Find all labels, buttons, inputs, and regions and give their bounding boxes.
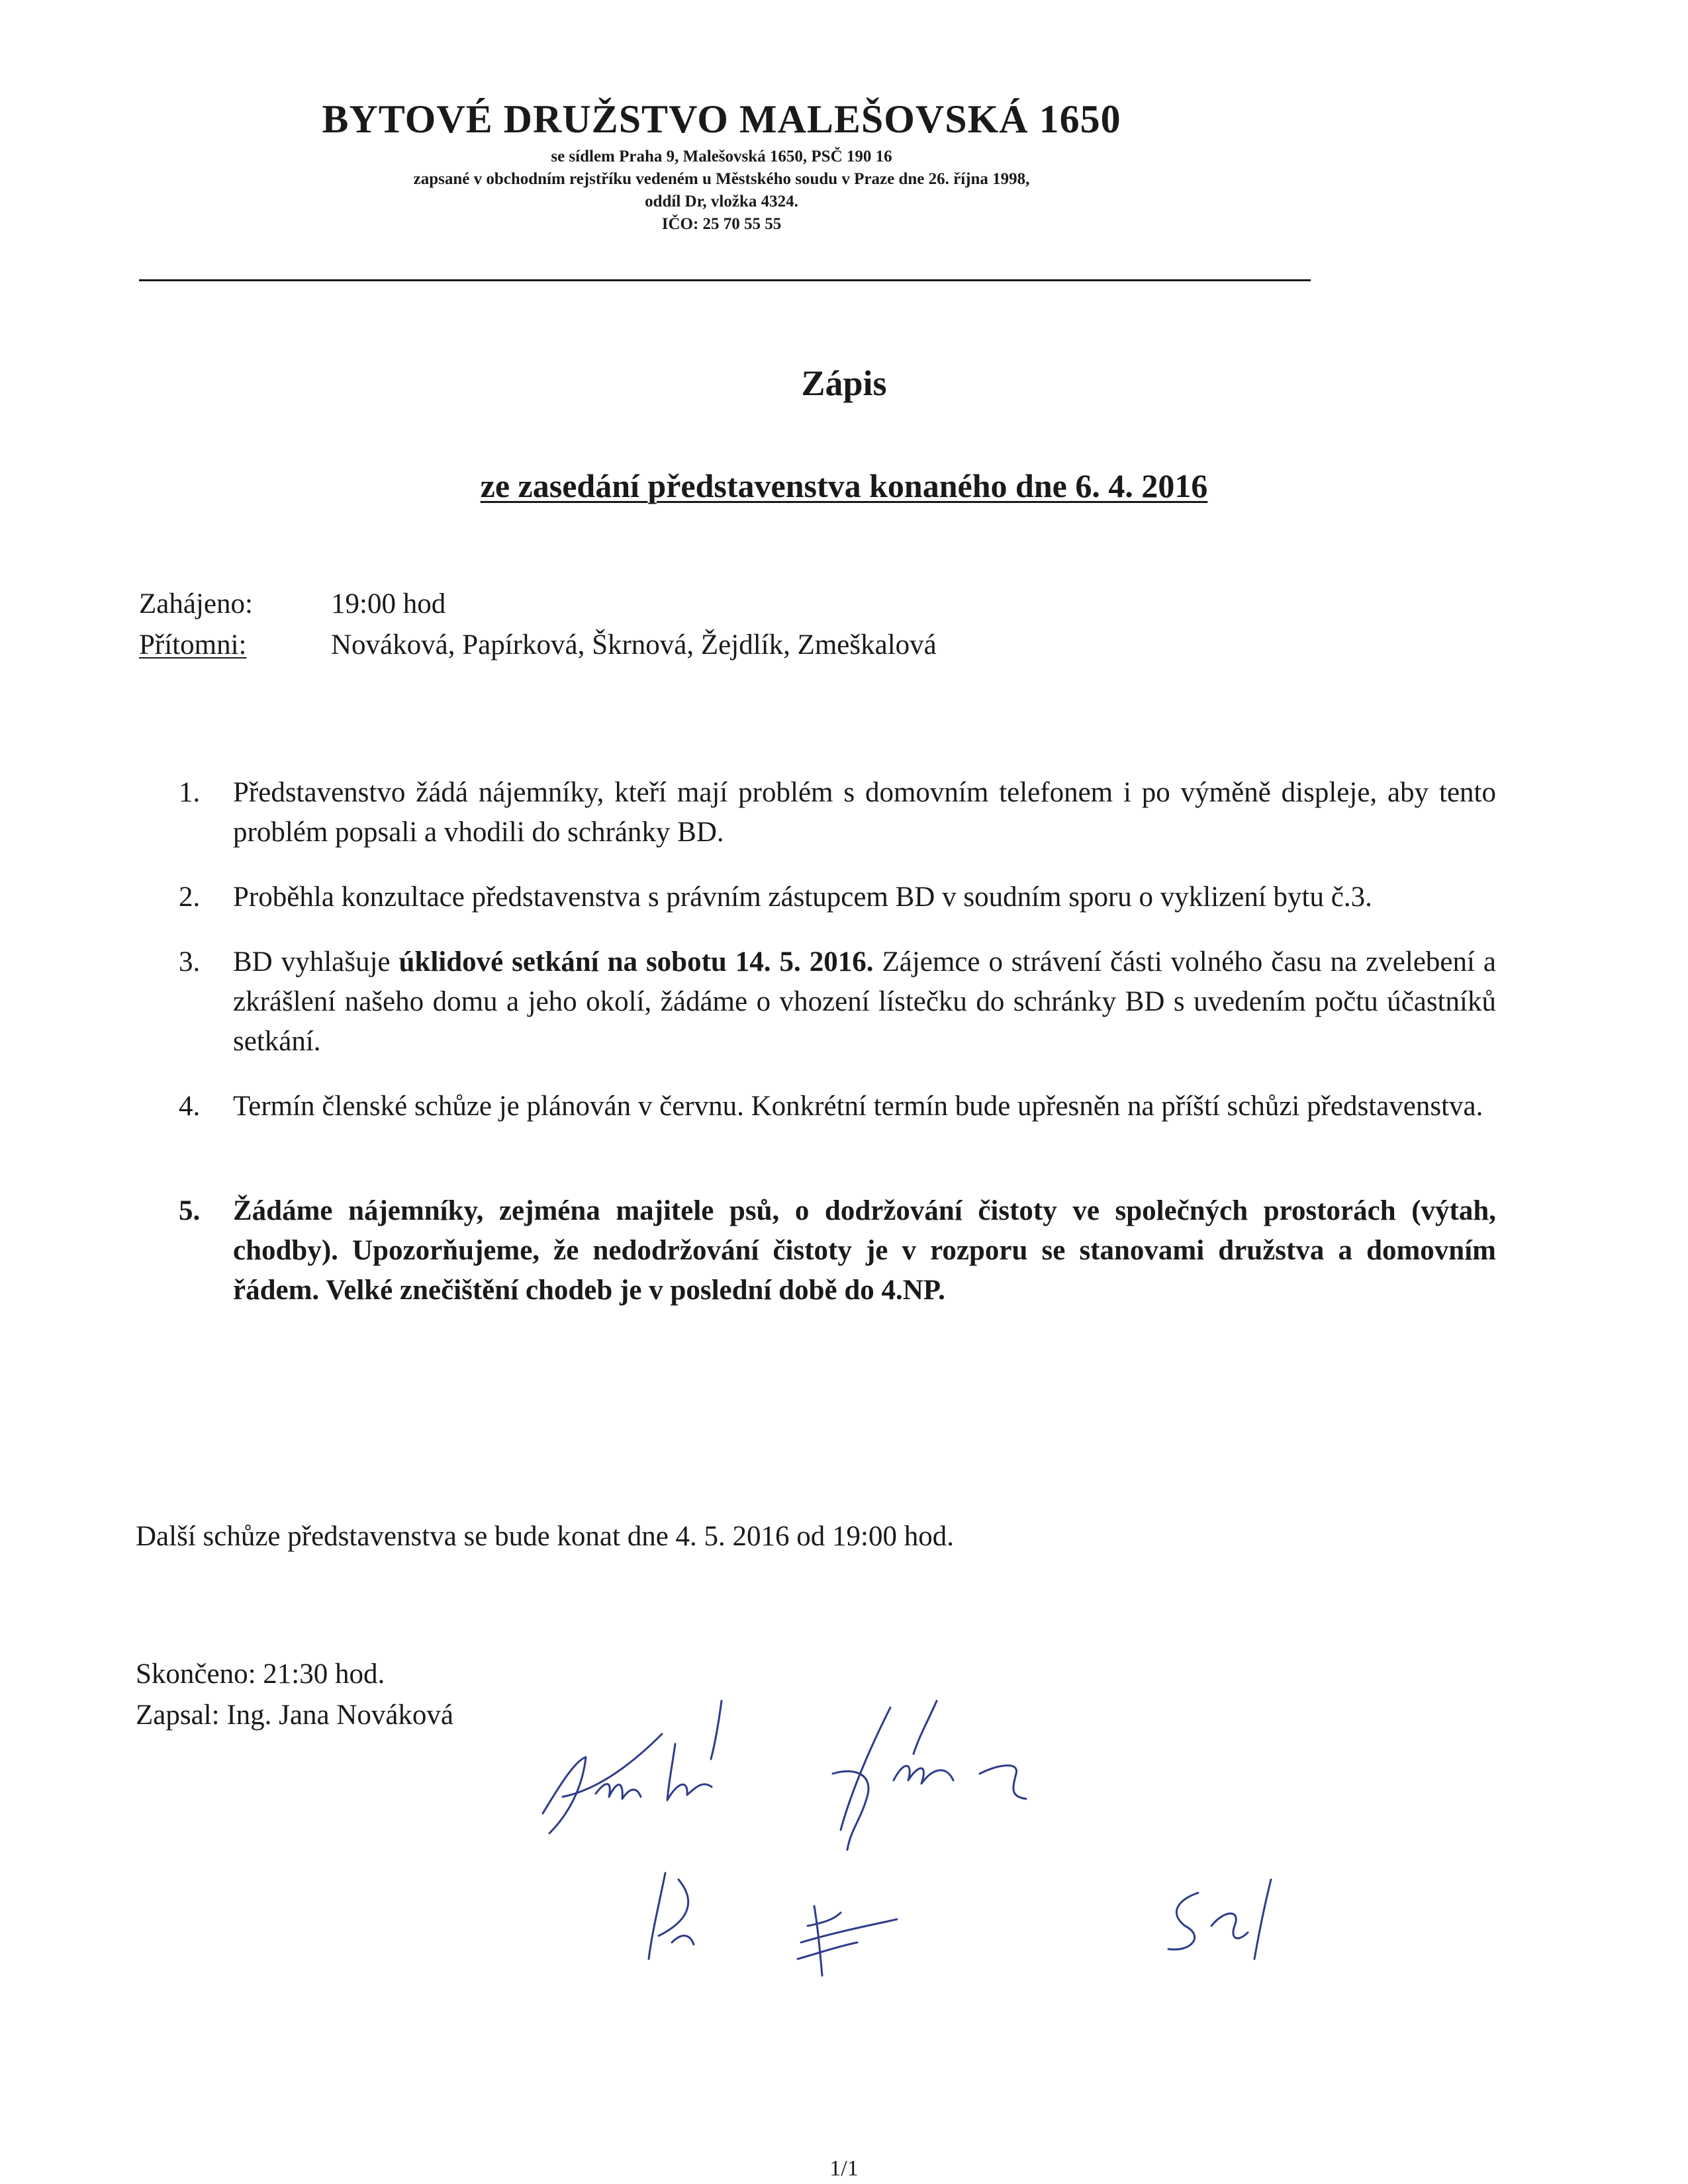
signatures-image — [523, 1681, 1383, 2012]
item-text: Představenstvo žádá nájemníky, kteří mají problém s domovním telefonem i po výměně displeje, aby tento problém popsali a vhodili do schránky BD. — [233, 777, 1496, 848]
signature-stroke — [543, 1734, 662, 1833]
present-value: Nováková, Papírková, Škrnová, Žejdlík, Zmeškalová — [331, 629, 937, 660]
document-title: Zápis — [801, 363, 887, 403]
next-meeting-note: Další schůze představenstva se bude konat dne 4. 5. 2016 od 19:00 hod. — [136, 1521, 954, 1552]
item-number: 5. — [179, 1195, 201, 1226]
item-text: Termín členské schůze je plánován v červnu. Konkrétní termín bude upřesněn na příští schůzi představenstva. — [233, 1091, 1483, 1122]
signature-stroke — [649, 1873, 694, 1959]
organization-registry: zapsané v obchodním rejstříku vedeném u Městského soudu v Praze dne 26. října 1998, — [413, 170, 1030, 188]
item-number: 2. — [179, 882, 201, 913]
document-subtitle-text: ze zasedání představenstva konaného dne 6. 4. 2016 — [480, 467, 1208, 504]
started-label: Zahájeno: — [139, 588, 253, 619]
list-item — [179, 942, 1496, 1062]
signature-stroke — [894, 1701, 953, 1784]
signature-stroke — [980, 1766, 1026, 1799]
item-number: 4. — [179, 1091, 201, 1122]
page-number: 1/1 — [829, 2156, 859, 2181]
info-started-row — [139, 585, 445, 623]
letterhead — [132, 93, 1311, 236]
list-item — [179, 1191, 1496, 1310]
signature-stroke — [596, 1784, 641, 1799]
item-text: Žádáme nájemníky, zejména majitele psů, o dodržování čistoty ve společných prostorách (výtah, chodby). Upozorňujeme, že nedodržování čistoty je v rozporu se stanovami družstva a domovním řádem. Velké znečištění chodeb je v poslední době do 4.NP. — [233, 1195, 1496, 1306]
list-item — [179, 1087, 1496, 1126]
signature-stroke — [833, 1707, 890, 1850]
signature-stroke — [1168, 1880, 1271, 1959]
signature-stroke — [711, 1701, 722, 1759]
signature-stroke — [667, 1744, 712, 1800]
info-present-row — [139, 626, 937, 664]
started-value: 19:00 hod — [331, 588, 446, 619]
recorded-by: Zapsal: Ing. Jana Nováková — [136, 1700, 454, 1731]
item-text-before: BD vyhlašuje — [233, 946, 399, 978]
organization-ico: IČO: 25 70 55 55 — [661, 215, 782, 233]
organization-name: BYTOVÉ DRUŽSTVO MALEŠOVSKÁ 1650 — [322, 97, 1121, 141]
document-subtitle — [0, 467, 1688, 505]
item-text: Proběhla konzultace představenstva s právním zástupcem BD v soudním sporu o vyklizení bytu č.3. — [233, 882, 1372, 913]
list-item — [179, 773, 1496, 852]
item-number: 3. — [179, 946, 201, 978]
ended-time: Skončeno: 21:30 hod. — [136, 1659, 385, 1690]
agenda-list — [179, 773, 1496, 1310]
header-divider — [139, 279, 1311, 281]
signature-stroke — [798, 1906, 897, 1976]
item-text-after: Zájemce o strávení části volného času na zvelebení a zkrášlení našeho domu a jeho okolí, žádáme o vhození lístečku do schránky BD s uvedením počtu účastníků setkání. — [233, 946, 1496, 1057]
item-text-emphasis: úklidové setkání na sobotu 14. 5. 2016. — [399, 946, 874, 978]
item-number: 1. — [179, 777, 201, 808]
present-label: Přítomni: — [139, 629, 247, 660]
organization-seat: se sídlem Praha 9, Malešovská 1650, PSČ 190 16 — [551, 148, 892, 165]
list-item — [179, 878, 1496, 917]
organization-registry-section: oddíl Dr, vložka 4324. — [645, 193, 798, 210]
